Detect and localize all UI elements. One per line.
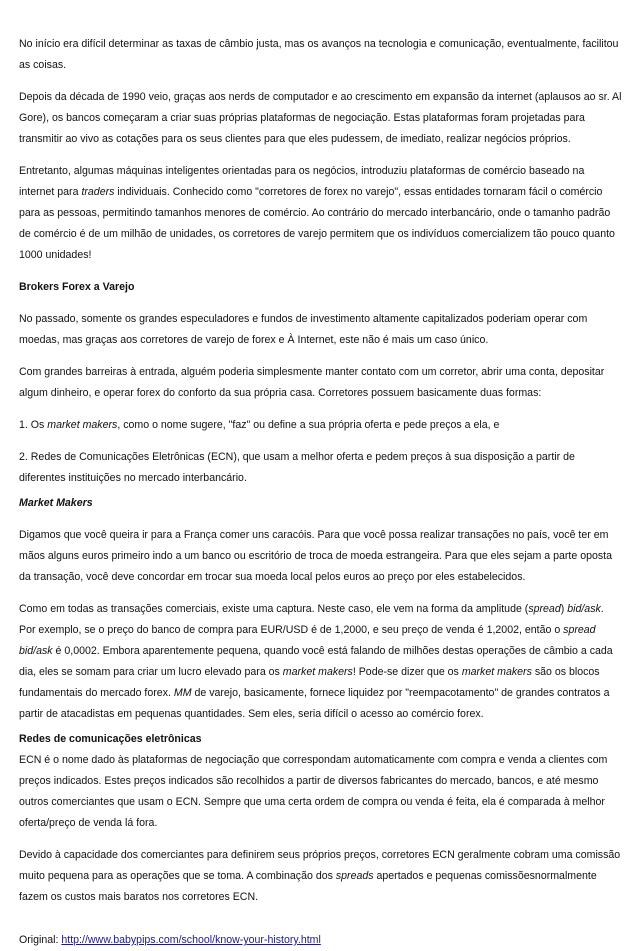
heading-brokers-forex: Brokers Forex a Varejo <box>19 281 135 293</box>
paragraph-spread: Como em todas as transações comerciais, existe uma captura. Neste caso, ele vem na forma da amplitude (spread) bid/ask. Por exemplo, se o preço do banco de compra para EUR/USD é de 1,2000, e seu preço de venda é 1,2002, então o spread bid/ask é 0,0002. Embora aparentemente pequena, quando você está falando de milhões destas operações de câmbio a cada dia, eles se somam para criar um lucro elevado para os market makers! Pode-se dizer que os market makers são os blocos fundamentais do mercado forex. MM de varejo, basicamente, fornece liquidez por "reempacotamento" de grandes contratos a partir de atacadistas em pequenas quantidades. Sem eles, seria difícil o acesso ao comércio forex. <box>19 603 613 720</box>
source-label: Original: <box>19 934 62 946</box>
paragraph-1990s: Depois da década de 1990 veio, graças aos nerds de computador e ao crescimento em expansão da internet (aplausos ao sr. Al Gore), os bancos começaram a criar suas próprias plataformas de negociação. Estas plataformas foram projetadas para transmitir ao vivo as cotações para os seus clientes para que eles pudessem, de imediato, realizar negócios próprios. <box>19 91 622 145</box>
heading-ecn: Redes de comunicações eletrônicas <box>19 733 202 745</box>
heading-market-makers: Market Makers <box>19 497 93 509</box>
list-item-ecn: 2. Redes de Comunicações Eletrônicas (ECN), que usam a melhor oferta e pedem preços à sua disposição a partir de diferentes instituições no mercado interbancário. <box>19 451 575 484</box>
source-footer <box>19 930 622 951</box>
paragraph-ecn-costs: Devido à capacidade dos comerciantes para definirem seus próprios preços, corretores ECN geralmente cobram uma comissão muito pequena para as operações que se toma. A combinação dos spreads apertados e pequenas comissõesnormalmente fazem os custos mais baratos nos corretores ECN. <box>19 849 621 903</box>
paragraph-past: No passado, somente os grandes especuladores e fundos de investimento altamente capitalizados poderiam operar com moedas, mas graças aos corretores de varejo de forex e À Internet, este não é mais um caso único. <box>19 313 588 346</box>
paragraph-retail-platforms: Entretanto, algumas máquinas inteligentes orientadas para os negócios, introduziu plataformas de comércio baseado na internet para traders individuais. Conhecido como "corretores de forex no varejo", essas entidades tornaram fácil o comércio para as pessoas, permitindo tamanhos menores de comércio. Ao contrário do mercado interbancário, onde o tamanho padrão de comércio é de um milhão de unidades, os corretores de varejo permitem que os indivíduos comercializem tão pouco quanto 1000 unidades! <box>19 165 615 261</box>
paragraph-france: Digamos que você queira ir para a França comer uns caracóis. Para que você possa realizar transações no país, você ter em mãos alguns euros primeiro indo a um banco ou escritório de troca de moeda estrangeira. Para que eles sejam a parte oposta da transação, você deve concordar em trocar sua moeda local pelos euros ao preço por eles estabelecidos. <box>19 529 612 583</box>
list-item-market-makers: 1. Os market makers, como o nome sugere, "faz" ou define a sua própria oferta e pede preços a ela, e <box>19 419 500 431</box>
term-spreads: spreads <box>335 870 374 882</box>
paragraph-intro: No início era difícil determinar as taxas de câmbio justa, mas os avanços na tecnologia e comunicação, eventualmente, facilitou as coisas. <box>19 38 619 71</box>
source-link[interactable]: http://www.babypips.com/school/know-your-history.html <box>61 934 321 946</box>
term-market-makers: market makers <box>47 419 118 431</box>
paragraph-ecn-definition: ECN é o nome dado às plataformas de negociação que correspondam automaticamente com compra e venda a clientes com preços indicados. Estes preços indicados são recolhidos a partir de diversos fabricantes do mercado, bancos, e até mesmo outros comerciantes que usam o ECN. Sempre que uma certa ordem de compra ou venda é feita, ela é comparada à melhor oferta/preço de venda lá fora. <box>19 754 608 829</box>
term-traders: traders <box>81 186 115 198</box>
paragraph-barriers: Com grandes barreiras à entrada, alguém poderia simplesmente manter contato com um corretor, abrir uma conta, depositar algum dinheiro, e operar forex do conforto da sua própria casa. Corretores possuem basicamente duas formas: <box>19 366 605 399</box>
